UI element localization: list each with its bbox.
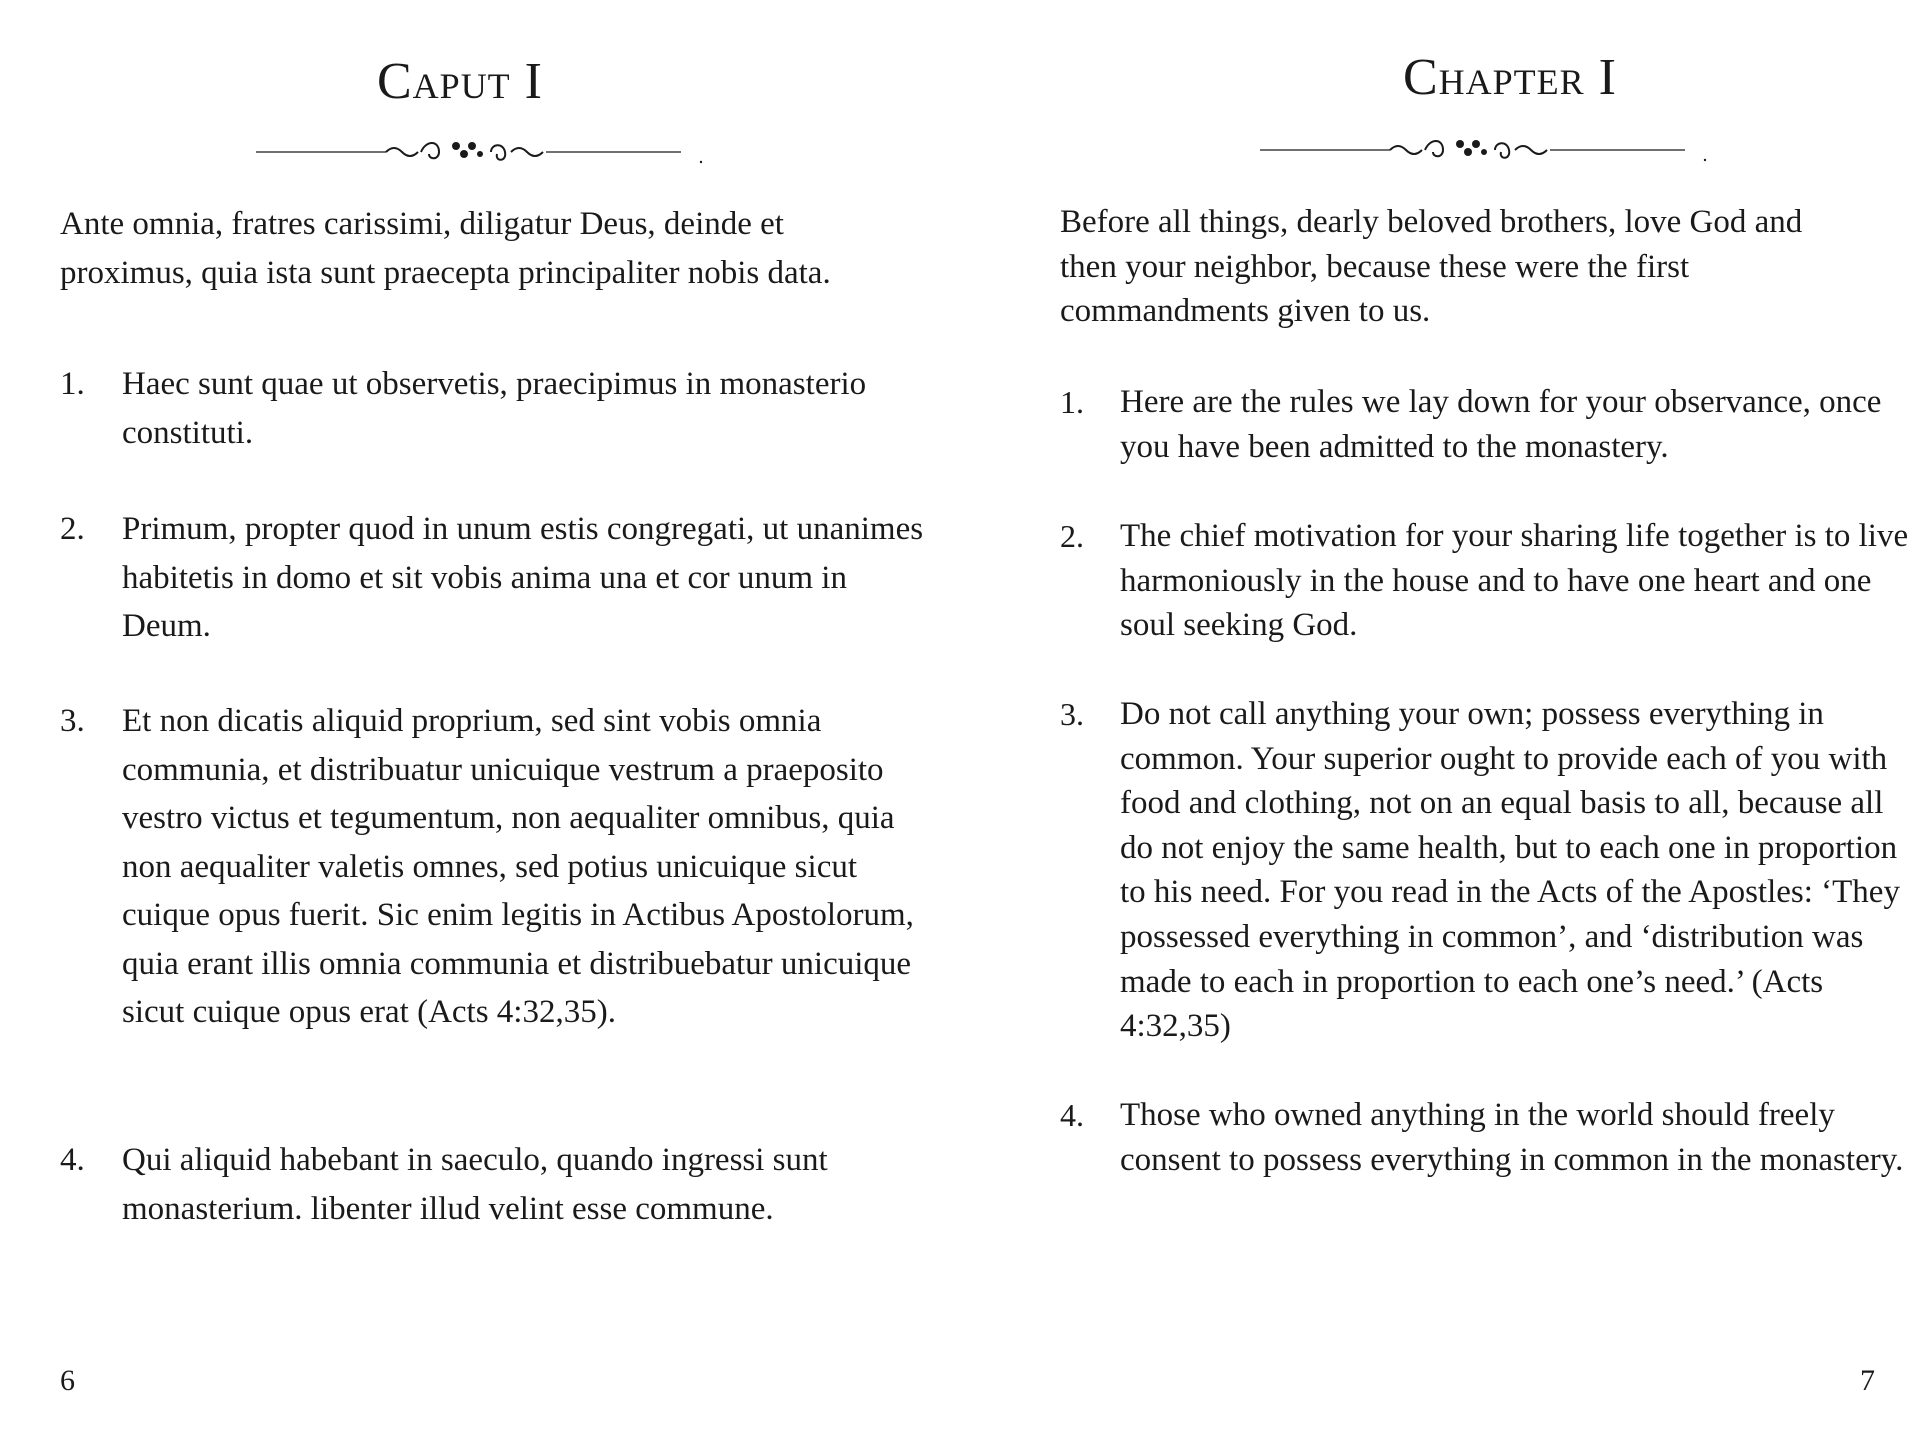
item-text: Qui aliquid habebant in saeculo, quando ingressi sunt monasterium. libenter illud velint esse commune. xyxy=(122,1142,828,1227)
intro-paragraph: Ante omnia, fratres carissimi, diligatur Deus, deinde et proximus, quia ista sunt praecepta principaliter nobis data. xyxy=(60,206,831,291)
item-number: 3. xyxy=(60,703,85,739)
chapter-heading-latin: Caput I xyxy=(376,53,543,110)
page-number: 6 xyxy=(60,1364,75,1397)
item-text: Those who owned anything in the world should freely consent to possess everything in common in the monastery. xyxy=(1120,1097,1904,1178)
item-number: 2. xyxy=(60,511,85,547)
item-text: Haec sunt quae ut observetis, praecipimus in monasterio constituti. xyxy=(122,366,867,451)
floral-divider-ornament xyxy=(256,132,706,172)
item-number: 1. xyxy=(60,366,85,402)
page-number: 7 xyxy=(1860,1364,1875,1397)
item-number: 2. xyxy=(1060,518,1084,554)
item-number: 3. xyxy=(1060,696,1084,732)
right-page xyxy=(960,0,1920,1440)
floral-divider-ornament xyxy=(1260,130,1710,170)
item-text: Here are the rules we lay down for your observance, once you have been admitted to the monastery. xyxy=(1120,384,1882,465)
item-text: The chief motivation for your sharing life together is to live harmoniously in the house and to have one heart and one soul seeking God. xyxy=(1120,518,1909,644)
chapter-heading-english: Chapter I xyxy=(1402,49,1617,106)
item-number: 4. xyxy=(60,1142,85,1178)
item-text: Et non dicatis aliquid proprium, sed sint vobis omnia communia, et distribuatur unicuique vestrum a praeposito vestro victus et tegumentum, non aequaliter omnibus, quia non aequaliter valetis omnes, sed potius unicuique sicut cuique opus fuerit. Sic enim legitis in Actibus Apostolorum, quia erant illis omnia communia et distribuebatur unicuique sicut cuique opus erat (Acts 4:32,35). xyxy=(122,703,914,1030)
item-text: Primum, propter quod in unum estis congregati, ut unanimes habitetis in domo et sit vobis anima una et cor unum in Deum. xyxy=(122,511,924,644)
item-number: 4. xyxy=(1060,1097,1084,1133)
intro-paragraph: Before all things, dearly beloved brothers, love God and then your neighbor, because these were the first commandments given to us. xyxy=(1060,204,1803,330)
item-number: 1. xyxy=(1060,384,1084,420)
item-text: Do not call anything your own; possess everything in common. Your superior ought to provide each of you with food and clothing, not on an equal basis to all, because all do not enjoy the same health, but to each one in proportion to his need. For you read in the Acts of the Apostles: ‘They possessed everything in common’, and ‘distribution was made to each in proportion to each one’s need.’ (Acts 4:32,35) xyxy=(1120,696,1900,1045)
